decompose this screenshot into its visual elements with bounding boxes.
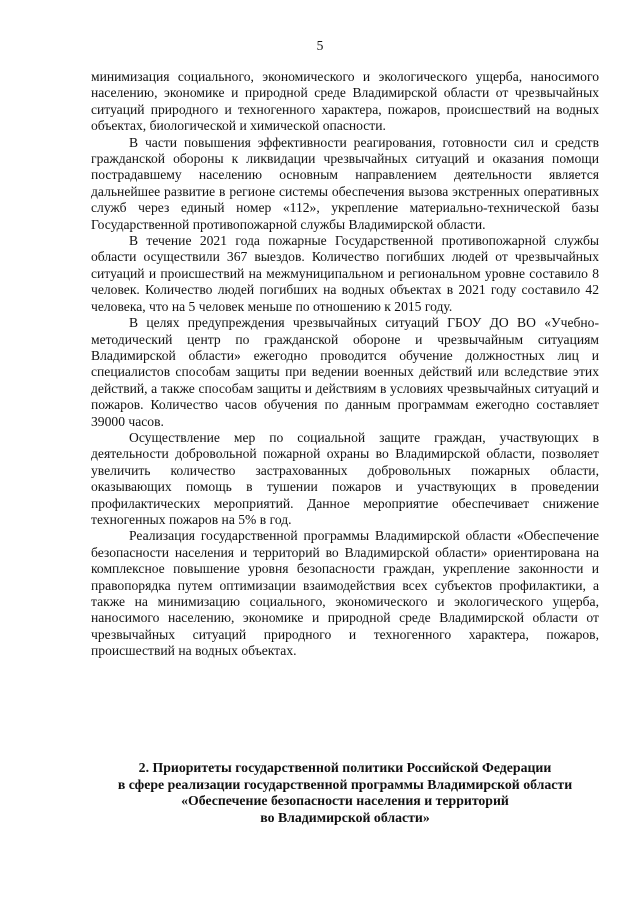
page-number: 5: [316, 38, 324, 53]
section-heading-line: во Владимирской области»: [260, 809, 430, 825]
paragraph: В части повышения эффективности реагирования, готовности сил и средств гражданской обороны к ликвидации чрезвычайных ситуаций и оказания помощи пострадавшему населению основным направлением деятельности является дальнейшее развитие в регионе системы обеспечения вызова экстренных оперативных служб через единый номер «112», укрепление материально-технической базы Государственной противопожарной службы Владимирской области.: [91, 134, 599, 232]
paragraph: минимизация социального, экономического и экологического ущерба, наносимого населению, экономике и природной среде Владимирской области от чрезвычайных ситуаций природного и техногенного характера, пожаров, происшествий на водных объектах, биологической и химической опасности.: [91, 69, 599, 134]
body-text: [91, 69, 599, 660]
paragraph: Осуществление мер по социальной защите граждан, участвующих в деятельности добровольной пожарной охраны во Владимирской области, позволяет увеличить количество застрахованных добровольных пожарных области, оказывающих помощь в тушении пожаров и участвующих в проведении профилактических мероприятий. Данное мероприятие обеспечивает снижение техногенных пожаров на 5% в год.: [91, 429, 599, 527]
paragraph: В целях предупреждения чрезвычайных ситуаций ГБОУ ДО ВО «Учебно-методический центр по гражданской обороне и чрезвычайным ситуациям Владимирской области» ежегодно проводится обучение должностных лиц и специалистов способам защиты при ведении военных действий или вследствие этих действий, а также способам защиты и действиям в условиях чрезвычайных ситуаций и пожаров. Количество часов обучения по данным программам ежегодно составляет 39000 часов.: [91, 315, 599, 429]
paragraph: Реализация государственной программы Владимирской области «Обеспечение безопасности населения и территорий во Владимирской области» ориентирована на комплексное повышение уровня безопасности граждан, укрепление законности и правопорядка путем оптимизации взаимодействия всех субъектов профилактики, а также на минимизацию социального, экономического и экологического ущерба, наносимого населению, экономике и природной среде Владимирской области от чрезвычайных ситуаций природного и техногенного характера, пожаров, происшествий на водных объектах.: [91, 528, 599, 659]
section-heading-line: 2. Приоритеты государственной политики Российской Федерации: [138, 760, 552, 775]
paragraph: В течение 2021 года пожарные Государственной противопожарной службы области осуществили 367 выездов. Количество погибших людей от чрезвычайных ситуаций и происшествий на межмуниципальном и региональном уровне составило 8 человек. Количество людей погибших на водных объектах в 2021 году составило 42 человека, что на 5 человек меньше по отношению к 2015 году.: [91, 233, 599, 314]
section-heading-line: в сфере реализации государственной программы Владимирской области: [117, 776, 573, 792]
section-heading-line: «Обеспечение безопасности населения и территорий: [181, 793, 509, 809]
section-heading: [91, 760, 599, 826]
